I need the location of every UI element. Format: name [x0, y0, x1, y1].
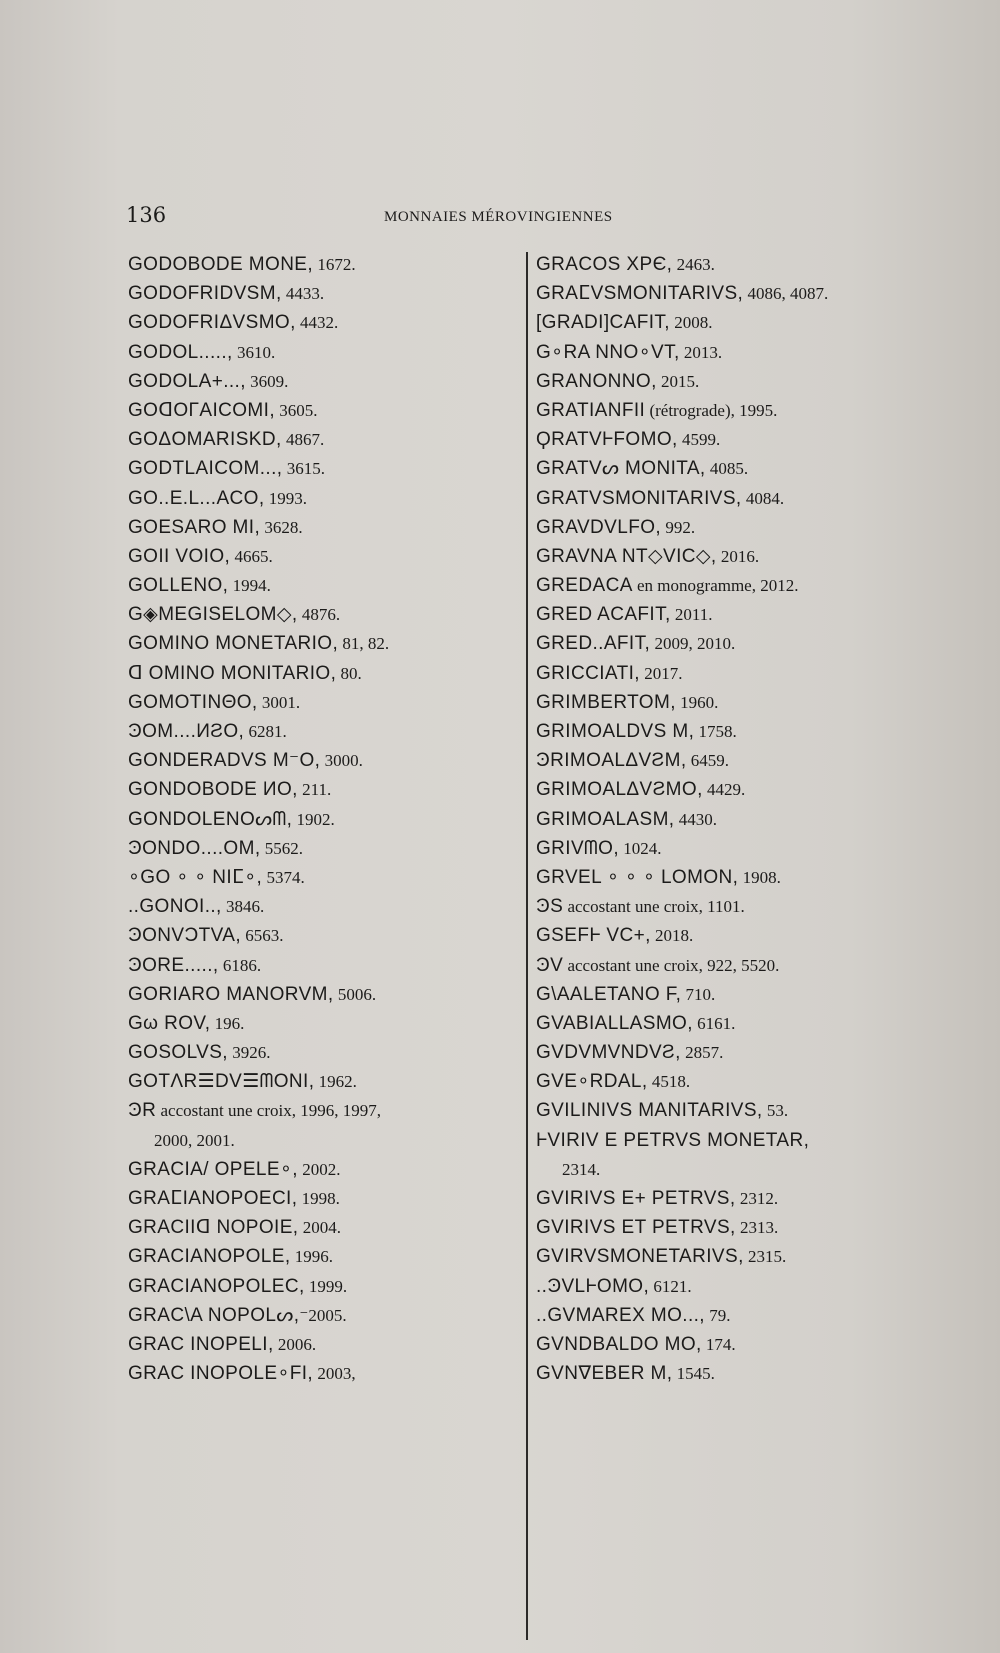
index-entry [536, 308, 936, 337]
coin-legend: GODOL....., [128, 341, 233, 363]
coin-legend: GRATVᔕ MONITA, [536, 458, 706, 480]
index-entry [128, 805, 518, 834]
coin-legend: GRATVSMONITARIVS, [536, 487, 742, 509]
index-entry [536, 717, 936, 746]
index-entry [536, 1038, 936, 1067]
coin-legend: GRIMOALΔVƧMO, [536, 779, 703, 801]
index-entry [128, 659, 518, 688]
coin-legend: GO..E.L...ACO, [128, 487, 265, 509]
coin-reference: 992. [661, 517, 696, 537]
coin-reference: 79. [704, 1305, 731, 1325]
coin-reference: 1758. [694, 722, 737, 741]
index-entry [128, 1096, 518, 1125]
coin-reference: 1962. [314, 1072, 357, 1092]
index-entry [536, 1301, 936, 1330]
index-entry [536, 1242, 936, 1271]
coin-reference: 6161. [692, 1013, 736, 1033]
coin-reference: 2013. [679, 342, 723, 362]
index-entry [128, 629, 518, 658]
index-entry [128, 746, 518, 775]
coin-reference: 1993. [264, 488, 308, 508]
index-entry [536, 367, 936, 396]
coin-legend: GRIMOALASM, [536, 808, 675, 830]
coin-reference: 4086, 4087. [743, 284, 829, 304]
coin-reference: 2003, [313, 1364, 356, 1384]
coin-legend: GVIRIVS E+ PETRVS, [536, 1188, 736, 1209]
index-entry [536, 805, 936, 834]
coin-legend: GRACIANOPOLE, [128, 1246, 291, 1268]
index-entry [128, 338, 518, 367]
index-entry [128, 980, 518, 1009]
page-header [126, 203, 826, 233]
index-entry [128, 425, 518, 454]
coin-reference: 6121. [649, 1276, 692, 1296]
coin-reference: 1994. [228, 576, 271, 596]
coin-legend: ϿRIMOALΔVƧM, [536, 750, 687, 772]
index-entry [536, 600, 936, 629]
coin-reference: 2000, 2001. [154, 1130, 235, 1150]
index-entry [128, 1067, 518, 1096]
index-entry [128, 863, 518, 892]
coin-reference: accostant une croix, 1996, 1997, [156, 1101, 381, 1121]
index-entry [536, 454, 936, 483]
coin-reference: 4599. [677, 430, 721, 450]
index-entry [536, 1096, 936, 1125]
index-entry [128, 600, 518, 629]
index-entry [128, 717, 518, 746]
index-entry [536, 250, 936, 279]
coin-reference: 1996. [290, 1247, 334, 1267]
coin-reference: 2009, 2010. [650, 634, 736, 654]
coin-reference: 6186. [218, 955, 262, 975]
coin-legend: GRAC INOPOLE∘FI, [128, 1363, 314, 1385]
coin-reference: 2004. [298, 1218, 341, 1238]
index-entry [128, 1213, 518, 1242]
coin-reference: 3846. [221, 897, 265, 917]
coin-legend: GRAVNA NT◇VIC◇, [536, 545, 717, 567]
index-entry [536, 892, 936, 921]
coin-legend: ϿS [536, 896, 564, 918]
coin-legend: GRATIANFII [536, 399, 646, 421]
coin-legend: GRED..AFIT, [536, 633, 651, 655]
coin-legend: GOII VOIO, [128, 545, 231, 567]
coin-reference: 1999. [304, 1276, 348, 1296]
index-entry [536, 338, 936, 367]
coin-reference: 2017. [639, 663, 683, 683]
column-divider [526, 252, 528, 1640]
coin-legend: GREDACA [536, 575, 633, 597]
coin-reference: 174. [701, 1334, 736, 1354]
index-entry [536, 834, 936, 863]
coin-legend: GRIVᗰO, [536, 837, 620, 859]
index-entry [128, 775, 518, 804]
index-entry [536, 746, 936, 775]
coin-reference: ⁻2005. [299, 1305, 347, 1325]
coin-legend: GOMINO MONETARIO, [128, 633, 339, 655]
coin-legend: GVNDBALDO MO, [536, 1333, 702, 1355]
coin-reference: 2463. [672, 255, 715, 274]
coin-reference: 1908. [738, 867, 781, 887]
coin-reference: 4876. [297, 605, 341, 625]
coin-reference: 1960. [675, 692, 719, 712]
index-entry [536, 1184, 936, 1213]
index-entry [536, 659, 936, 688]
index-entry [128, 1272, 518, 1301]
coin-legend: GOΔOMARISKD, [128, 429, 282, 451]
coin-reference: 1902. [292, 809, 335, 829]
coin-legend: GRIMBERTOM, [536, 691, 676, 713]
coin-reference: 5006. [333, 984, 377, 1004]
index-entry [128, 454, 518, 483]
coin-reference: 6459. [686, 751, 730, 771]
index-entry [536, 396, 936, 425]
coin-reference: 80. [336, 663, 362, 683]
coin-legend: G∘RA NNO∘VT, [536, 341, 680, 363]
index-entry [128, 1301, 518, 1330]
coin-reference: 4867. [281, 430, 325, 450]
coin-legend: GODOBODE MONE, [128, 254, 314, 275]
coin-reference: 2312. [735, 1189, 779, 1208]
coin-reference: 4518. [647, 1072, 691, 1092]
coin-legend: GODOFRIΔVSMO, [128, 312, 296, 334]
coin-legend: GVE∘RDAL, [536, 1071, 648, 1093]
coin-reference: 2002. [297, 1159, 341, 1179]
coin-legend: GRIMOALDVS M, [536, 721, 695, 742]
index-entry [128, 279, 518, 308]
index-entry [128, 1242, 518, 1271]
index-entry [536, 1359, 936, 1388]
coin-legend: GOTΛR☰DV☰ᗰONI, [128, 1071, 315, 1093]
index-entry [128, 1038, 518, 1067]
coin-reference: 1545. [672, 1364, 715, 1384]
coin-legend: GORIARO MANORVM, [128, 983, 334, 1005]
index-entry [128, 571, 518, 600]
coin-reference: 3610. [232, 342, 276, 362]
coin-reference: 2011. [670, 605, 713, 625]
coin-legend: GRANONNO, [536, 370, 657, 392]
coin-legend: ∘GO ∘ ∘ NIⵎ∘, [128, 866, 263, 888]
coin-reference: 2006. [273, 1334, 317, 1354]
index-entry [128, 367, 518, 396]
index-entry [128, 513, 518, 542]
index-entry [536, 1067, 936, 1096]
coin-reference: 6281. [244, 722, 287, 741]
index-entry [128, 542, 518, 571]
index-entry [536, 571, 936, 600]
coin-reference: (rétrograde), 1995. [645, 400, 778, 420]
running-title: MONNAIES MÉROVINGIENNES [384, 209, 613, 225]
index-entry [536, 484, 936, 513]
coin-reference: 211. [297, 780, 332, 800]
coin-legend: GRAC INOPELI, [128, 1333, 274, 1355]
coin-reference: 4429. [702, 780, 746, 800]
coin-legend: GRACIIᗡ NOPOIE, [128, 1217, 299, 1239]
coin-legend: GRACOS XPЄ, [536, 254, 673, 275]
index-entry [128, 308, 518, 337]
index-entry [536, 1009, 936, 1038]
coin-legend: GVN∇EBER M, [536, 1363, 673, 1385]
coin-legend: ϿR [128, 1100, 157, 1122]
index-entry [536, 951, 936, 980]
coin-legend: ᗡ OMINO MONITARIO, [128, 662, 337, 684]
coin-legend: ..ϿVLⱵOMO, [536, 1275, 650, 1297]
coin-reference: 2857. [680, 1043, 724, 1063]
index-entry [128, 1359, 518, 1388]
coin-legend: ..GONOI.., [128, 896, 222, 918]
left-column [128, 250, 518, 1388]
coin-reference: accostant une croix, 922, 5520. [563, 955, 780, 975]
coin-reference: accostant une croix, 1101. [563, 897, 745, 917]
index-entry [536, 775, 936, 804]
index-entry [536, 1272, 936, 1301]
coin-legend: ϿONVƆTVA, [128, 925, 242, 947]
index-entry [128, 834, 518, 863]
coin-reference: 2314. [562, 1159, 601, 1179]
index-entry [128, 484, 518, 513]
coin-reference: 3000. [320, 751, 363, 771]
coin-legend: GOᗡOΓAICOMI, [128, 399, 276, 421]
coin-legend: ϘRATVⱵFOMO, [536, 429, 678, 451]
index-entry [536, 980, 936, 1009]
index-entry [128, 921, 518, 950]
coin-reference: 2016. [716, 546, 760, 566]
coin-legend: ..GVMAREX MO..., [536, 1304, 705, 1326]
coin-reference: 5562. [260, 838, 304, 858]
index-entry [536, 513, 936, 542]
coin-legend: GODOFRIDVSM, [128, 283, 282, 305]
coin-legend: GRACIA/ OPELE∘, [128, 1158, 298, 1180]
index-entry [536, 688, 936, 717]
index-entry [128, 250, 518, 279]
coin-reference: 81, 82. [338, 634, 390, 654]
coin-reference: en monogramme, 2012. [632, 576, 799, 596]
coin-reference: 3001. [257, 692, 301, 712]
coin-reference: 4430. [674, 809, 717, 829]
coin-legend: GVABIALLASMO, [536, 1012, 693, 1034]
coin-legend: G\AALETANO F, [536, 983, 682, 1005]
index-entry [536, 921, 936, 950]
coin-reference: 4433. [281, 284, 325, 304]
index-entry [536, 542, 936, 571]
coin-reference: 3605. [275, 400, 318, 420]
index-entry [536, 1155, 936, 1184]
right-column [536, 250, 936, 1388]
coin-reference: 1024. [619, 838, 662, 858]
coin-legend: GRACIANOPOLEC, [128, 1275, 305, 1297]
index-entry [536, 629, 936, 658]
coin-legend: GONDOLENOᔕᗰ, [128, 808, 293, 830]
coin-legend: GVDVMVNDVƧ, [536, 1042, 681, 1064]
index-entry [128, 1330, 518, 1359]
coin-reference: 3615. [282, 459, 325, 479]
page-number: 136 [126, 203, 167, 227]
coin-legend: GOESARO MI, [128, 516, 261, 538]
coin-reference: 5374. [262, 867, 305, 887]
index-entry [128, 1009, 518, 1038]
coin-legend: GRAⵎVSMONITARIVS, [536, 283, 744, 305]
coin-legend: ⱵVIRIV E PETRVS MONETAR, [536, 1129, 810, 1151]
index-entry [536, 1330, 936, 1359]
coin-legend: G◈MEGISELOM◇, [128, 604, 298, 626]
coin-reference: 4084. [741, 488, 785, 508]
coin-reference: 53. [762, 1101, 789, 1121]
coin-reference: 2018. [650, 926, 694, 946]
index-entry [128, 1184, 518, 1213]
index-entry [128, 1155, 518, 1184]
coin-reference: 2315. [743, 1247, 787, 1267]
coin-legend: GRICCIATI, [536, 662, 640, 684]
coin-legend: GOLLENO, [128, 575, 229, 597]
coin-reference: 3628. [260, 517, 303, 537]
coin-legend: GONDOBODE ИO, [128, 779, 298, 801]
coin-reference: 1998. [297, 1189, 340, 1208]
coin-legend: GRED ACAFIT, [536, 604, 671, 626]
coin-legend: GOSOLVS, [128, 1042, 228, 1064]
coin-reference: 196. [210, 1013, 245, 1033]
coin-legend: ϿV [536, 954, 564, 976]
coin-legend: ϿORE....., [128, 954, 219, 976]
coin-legend: GRAVDVLFO, [536, 516, 662, 538]
coin-reference: 3926. [228, 1043, 271, 1063]
coin-legend: GVIRVSMONETARIVS, [536, 1246, 744, 1268]
coin-reference: 4665. [230, 546, 273, 566]
index-entry [536, 1126, 936, 1155]
coin-legend: [GRADI]CAFIT, [536, 312, 670, 334]
coin-legend: GSEFⱵ VC+, [536, 925, 651, 947]
index-entry [128, 688, 518, 717]
index-entry [128, 1126, 518, 1155]
index-entry [128, 951, 518, 980]
index-entry [536, 863, 936, 892]
coin-legend: GRAⵎIANOPOECI, [128, 1188, 298, 1209]
coin-reference: 2008. [670, 313, 713, 333]
index-entry [536, 1213, 936, 1242]
coin-legend: GRVEL ∘ ∘ ∘ LOMON, [536, 866, 739, 888]
index-entry [536, 425, 936, 454]
coin-reference: 1672. [313, 255, 356, 274]
coin-reference: 4432. [295, 313, 339, 333]
coin-reference: 710. [681, 984, 716, 1004]
coin-legend: GOMOTINΘO, [128, 691, 258, 713]
index-entry [128, 892, 518, 921]
coin-legend: GODTLAICOM..., [128, 458, 283, 480]
coin-reference: 4085. [705, 459, 749, 479]
coin-legend: GVILINIVS MANITARIVS, [536, 1100, 763, 1122]
coin-reference: 2015. [656, 371, 700, 391]
index-entry [536, 279, 936, 308]
coin-legend: Gω ROV, [128, 1012, 211, 1034]
coin-reference: 2313. [735, 1218, 779, 1238]
coin-reference: 6563. [241, 926, 284, 946]
coin-legend: ϿONDO....OM, [128, 837, 261, 859]
coin-legend: GRAC\A NOPOLᔕ, [128, 1304, 300, 1326]
index-entry [128, 396, 518, 425]
coin-legend: GODOLA+..., [128, 370, 246, 392]
coin-reference: 3609. [245, 371, 289, 391]
coin-legend: GONDERADVS M⁻O, [128, 750, 321, 772]
coin-legend: GVIRIVS ET PETRVS, [536, 1217, 736, 1239]
coin-legend: ϿOM....ИƧO, [128, 721, 245, 742]
